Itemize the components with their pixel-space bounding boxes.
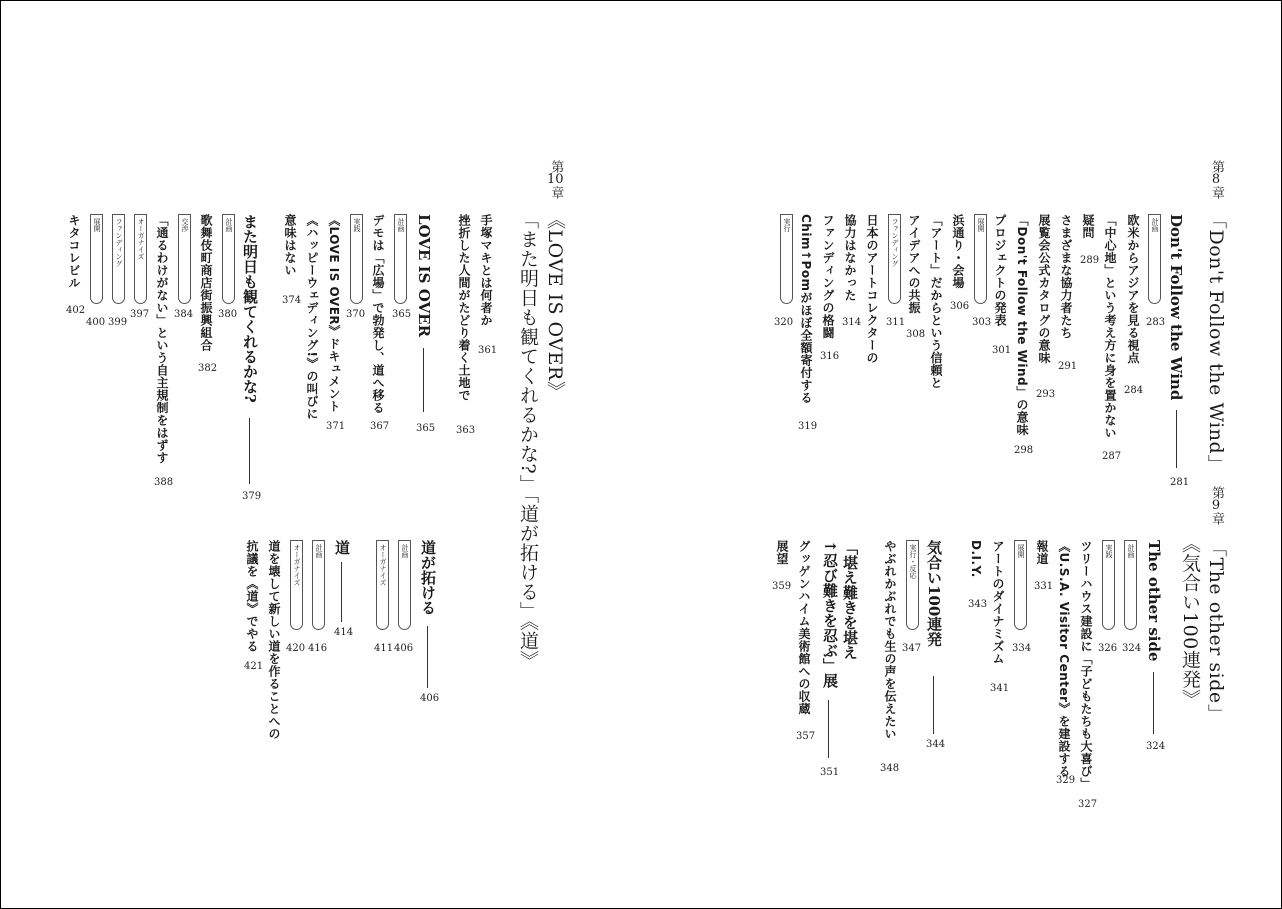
ch8-entry-12: 協力はなかった: [843, 214, 857, 302]
ch10-entry-8-page: 388: [154, 477, 174, 488]
ch9-entry-3: 報道: [1035, 540, 1049, 565]
ch8-entry-3-page: 289: [1080, 255, 1100, 266]
ch10-entry-8: 「通るわけがない」という自主規制をはずす: [155, 214, 169, 464]
ch9-part-rule: [1153, 672, 1154, 734]
ch8-entry-4-page: 291: [1058, 361, 1078, 372]
ch10-part-title: LOVE IS OVER: [415, 214, 433, 338]
ch10-entry-9-page: 402: [66, 305, 86, 316]
ch10-tag-plan-1-page: 365: [392, 309, 412, 320]
ch8-entry-2: 「中心地」という考え方に身を置かない: [1103, 214, 1117, 439]
ch10-tag-practice-page: 370: [346, 309, 366, 320]
ch9-entry-8-page: 359: [772, 581, 792, 592]
ch9-tag-practice: 実践: [1102, 540, 1115, 630]
ch10-part-3-title: 道が拓ける: [419, 540, 437, 615]
ch8-part-page: 281: [1170, 477, 1190, 488]
ch10-tag-organize-2: オーガナイズ: [376, 540, 389, 630]
ch8-entry-5: 展覧会公式カタログの意味: [1037, 214, 1051, 364]
ch10-part-4-title: 道: [333, 540, 351, 555]
ch8-entry-10: アイデアへの共振: [907, 214, 921, 314]
ch8-entry-3: 疑問: [1081, 214, 1095, 239]
ch10-tag-organize-3-page: 420: [286, 643, 306, 654]
chapter-8-title: 「Don't Follow the Wind」: [1205, 210, 1227, 474]
ch10-tag-plan-3-page: 406: [394, 643, 414, 654]
ch10-entry-6: 意味はない: [283, 214, 297, 277]
ch8-entry-1-page-a: 283: [1146, 317, 1166, 328]
ch8-entry-13: ファンディングの格闘: [821, 214, 835, 339]
ch10-part-page: 365: [416, 423, 436, 434]
chapter-10-title-1: 《LOVE IS OVER》: [544, 210, 566, 401]
ch10-tag-funding: ファンディング: [112, 214, 125, 304]
ch10-tag-organize-3: オーガナイズ: [290, 540, 303, 630]
ch10-entry-11-page: 421: [244, 661, 264, 672]
ch8-entry-4: さまざまな協力者たち: [1059, 214, 1073, 339]
ch9-tag-execute-react: 実行・反応: [906, 540, 919, 630]
ch8-tag-execute: 実行: [780, 214, 793, 304]
ch9-entry-5-page: 343: [968, 599, 988, 610]
ch9-entry-7-page: 357: [796, 731, 816, 742]
ch10-part-4-rule: [341, 562, 342, 622]
ch8-entry-14: Chim↑Pomがほぼ全額寄付する: [799, 214, 813, 405]
ch8-entry-13-page: 316: [820, 351, 840, 362]
chapter-9-title-2: 《気合い100連発》: [1179, 534, 1201, 709]
ch10-entry-1: 手塚マキとは何者か: [479, 214, 493, 327]
ch10-tag-organize-1-page: 397: [130, 309, 150, 320]
ch10-part-4-page: 414: [334, 627, 354, 638]
ch9-part-2-title: 気合い100連発: [925, 540, 943, 647]
ch9-entry-7: グッゲンハイム美術館への収蔵: [797, 540, 811, 715]
ch10-tag-plan-1: 計画: [394, 214, 407, 304]
ch8-tag-funding-page: 311: [886, 317, 906, 328]
ch10-entry-10: 道を壊して新しい道を作ることへの: [267, 540, 281, 740]
ch10-entry-1-page: 361: [478, 345, 498, 356]
chapter-9-title-1: 「The other side」: [1205, 538, 1227, 724]
ch10-part-rule: [423, 348, 424, 412]
ch9-tag-practice-page: 326: [1098, 643, 1118, 654]
ch9-part-3-rule: [828, 700, 829, 758]
ch9-part-title: The other side: [1145, 540, 1163, 662]
ch8-entry-8-page: 306: [950, 301, 970, 312]
chapter-10-label: 第10章: [547, 160, 564, 199]
ch10-entry-4-page: 371: [326, 421, 346, 432]
ch9-entry-5: D.I.Y.: [969, 540, 983, 578]
ch8-entry-14-page: 319: [798, 421, 818, 432]
ch9-entry-6: やぶれかぶれでも生の声を伝えたい: [883, 540, 897, 740]
ch8-tag-expand-page: 303: [972, 317, 992, 328]
ch10-tag-plan-2: 計画: [222, 214, 235, 304]
ch9-entry-4: アートのダイナミズム: [991, 540, 1005, 665]
ch10-tag-organize-1: オーガナイズ: [134, 214, 147, 304]
ch8-tag-execute-page: 320: [774, 317, 794, 328]
ch10-part-2-title: また明日も観てくれるかな?: [241, 214, 259, 403]
ch10-part-2-rule: [249, 418, 250, 484]
ch10-entry-7: 歌舞伎町商店街振興組合: [199, 214, 213, 352]
ch9-tag-expand: 展開: [1014, 540, 1027, 630]
ch8-tag-funding: ファンディング: [888, 214, 901, 304]
ch8-part-rule: [1176, 410, 1177, 468]
ch10-part-3-rule: [427, 626, 428, 688]
ch10-entry-2-page: 363: [456, 425, 476, 436]
ch8-tag-plan: 計画: [1148, 214, 1161, 304]
ch10-entry-5: 《ハッピーウェディング!》の叫びに: [305, 214, 319, 420]
ch8-entry-6-page: 298: [1014, 445, 1034, 456]
ch9-part-2-rule: [933, 676, 934, 734]
ch9-entry-6-page: 348: [880, 763, 900, 774]
ch10-tag-funding-page: 399: [108, 317, 128, 328]
ch9-tag-plan-page: 324: [1122, 643, 1142, 654]
ch9-part-3-title-a: 「堪え難きを堪え: [841, 540, 859, 660]
chapter-8-label: 第8章: [1209, 160, 1224, 199]
ch9-part-3-title-b: ↑忍び難きを忍ぶ」展: [821, 540, 839, 688]
ch8-entry-8: 浜通り・会場: [951, 214, 965, 289]
ch10-entry-3: デモは「広場」で勃発し、道へ移る: [371, 214, 385, 414]
ch8-entry-1: 欧米からアジアを見る視点: [1126, 214, 1140, 364]
ch9-entry-2: 《U.S.A. Visitor Center》を建設する: [1057, 540, 1071, 778]
ch10-tag-practice: 実践: [350, 214, 363, 304]
ch10-tag-plan-4: 計画: [312, 540, 325, 630]
ch10-tag-plan-2-page: 380: [218, 309, 238, 320]
ch9-part-page: 324: [1146, 741, 1166, 752]
ch9-entry-2-page: 329: [1056, 775, 1076, 786]
ch10-tag-plan-4-page: 416: [308, 643, 328, 654]
ch10-part-2-page: 379: [242, 491, 262, 502]
ch8-entry-2-page: 287: [1102, 451, 1122, 462]
ch10-entry-9: キタコレビル: [67, 214, 81, 289]
ch10-entry-2: 挫折した人間がたどり着く土地で: [457, 214, 471, 402]
ch10-tag-organize-2-page: 411: [374, 643, 394, 654]
chapter-9-label: 第9章: [1209, 486, 1224, 525]
ch8-entry-9: 「アート」だからという信頼と: [929, 214, 943, 389]
ch9-tag-execute-react-page: 347: [902, 643, 922, 654]
ch9-entry-3-page: 331: [1034, 581, 1054, 592]
ch8-entry-5-page: 293: [1036, 389, 1056, 400]
ch9-entry-1-page: 327: [1078, 799, 1098, 810]
chapter-10-title-2: 「また明日も観てくれるかな?」「道が拓ける」《道》: [517, 210, 539, 670]
ch8-entry-12-page: 314: [842, 317, 862, 328]
ch9-part-2-page: 344: [926, 739, 946, 750]
ch8-entry-7-page: 301: [992, 345, 1012, 356]
ch8-entry-11: 日本のアートコレクターの: [865, 214, 879, 364]
ch9-tag-expand-page: 334: [1012, 643, 1032, 654]
ch9-part-3-page: 351: [820, 767, 840, 778]
ch9-entry-1: ツリーハウス建設に「子どもたちも大喜び」: [1079, 540, 1093, 790]
ch10-tag-negotiate: 交渉: [178, 214, 191, 304]
ch8-part-title: Don't Follow the Wind: [1167, 214, 1185, 401]
ch8-entry-1-page-b: 284: [1124, 385, 1144, 396]
ch10-tag-negotiate-page: 384: [174, 309, 194, 320]
ch9-entry-4-page: 341: [990, 683, 1010, 694]
ch10-entry-4: 《LOVE IS OVER》ドキュメント: [327, 214, 341, 413]
ch8-entry-6: 「Don't Follow the Wind」の意味: [1015, 214, 1029, 437]
ch10-tag-expand: 展開: [90, 214, 103, 304]
ch8-entry-7: プロジェクトの発表: [993, 214, 1007, 327]
ch10-part-3-page: 406: [420, 693, 440, 704]
ch10-tag-expand-page: 400: [86, 317, 106, 328]
ch10-entry-7-page: 382: [198, 363, 218, 374]
ch10-entry-11: 抗議を《道》でやる: [245, 540, 259, 653]
ch10-tag-plan-3: 計画: [398, 540, 411, 630]
ch9-tag-plan: 計画: [1124, 540, 1137, 630]
ch9-entry-8: 展望: [775, 540, 789, 565]
ch10-entry-3-page: 367: [370, 421, 390, 432]
ch8-tag-expand: 展開: [974, 214, 987, 304]
ch8-entry-10-page: 308: [906, 329, 926, 340]
ch10-entry-5-page: 374: [282, 295, 302, 306]
